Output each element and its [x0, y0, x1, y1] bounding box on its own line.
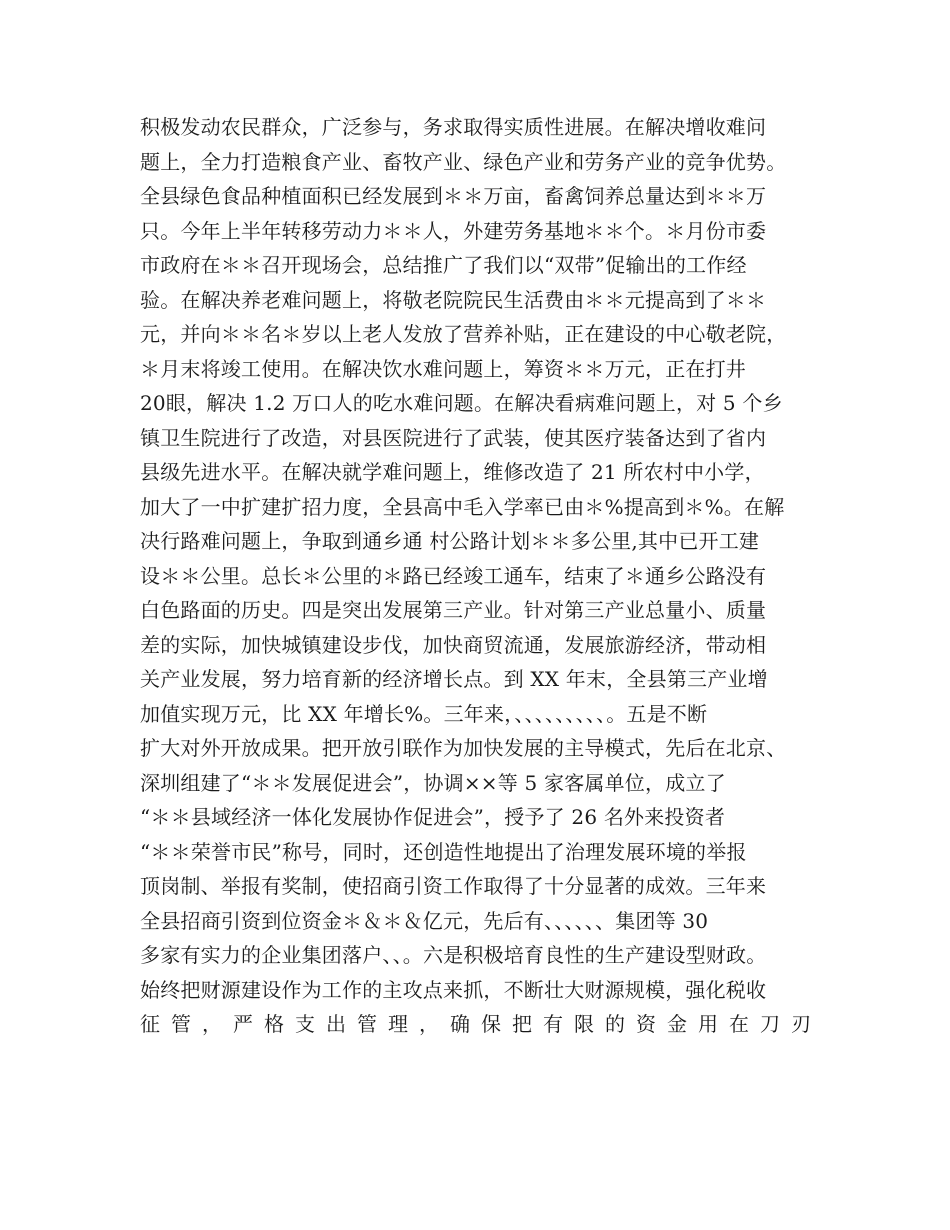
text-line: 征管，严格支出管理，确保把有限的资金用在刀刃 [140, 1012, 822, 1036]
text-line: 市政府在＊＊召开现场会，总结推广了我们以“双带”促输出的工作经 [140, 253, 747, 277]
text-line: “＊＊荣誉市民”称号，同时，还创造性地提出了治理发展环境的举报 [140, 839, 747, 864]
text-line: 白色路面的历史。四是突出发展第三产业。针对第三产业总量小、质量 [140, 598, 767, 622]
text-line: 只。今年上半年转移劳动力＊＊人，外建劳务基地＊＊个。＊月份市委 [140, 218, 767, 243]
text-line: 多家有实力的企业集团落户、、。六是积极培育良性的生产建设型财政。 [140, 943, 767, 967]
text-line: 全县绿色食品种植面积已经发展到＊＊万亩，畜禽饲养总量达到＊＊万 [140, 184, 767, 208]
text-line: 镇卫生院进行了改造，对县医院进行了武装，使其医疗装备达到了省内 [140, 425, 767, 450]
text-line: 顶岗制、举报有奖制，使招商引资工作取得了十分显著的成效。三年来 [140, 874, 767, 898]
text-line: 题上，全力打造粮食产业、畜牧产业、绿色产业和劳务产业的竞争优势。 [140, 149, 787, 174]
text-line: 关产业发展，努力培育新的经济增长点。到 XX 年末，全县第三产业增 [140, 667, 768, 691]
text-line: 加大了一中扩建扩招力度，全县高中毛入学率已由＊%提高到＊%。在解 [140, 494, 785, 519]
text-line: 县级先进水平。在解决就学难问题上，维修改造了 21 所农村中小学， [140, 460, 765, 484]
text-line: 元，并向＊＊名＊岁以上老人发放了营养补贴，正在建设的中心敬老院， [140, 322, 787, 346]
body-text [140, 110, 830, 1042]
text-line: 20眼，解决 1.2 万口人的吃水难问题。在解决看病难问题上，对 5 个乡 [140, 391, 783, 415]
text-line: “＊＊县域经济一体化发展协作促进会”，授予了 26 名外来投资者 [140, 805, 726, 829]
text-line: 加值实现万元，比 XX 年增长%。三年来，、、、、、、、、、。五是不断 [140, 701, 708, 726]
text-line: 差的实际，加快城镇建设步伐，加快商贸流通，发展旅游经济，带动相 [140, 632, 767, 657]
text-line: 始终把财源建设作为工作的主攻点来抓，不断壮大财源规模，强化税收 [140, 977, 767, 1002]
text-line: 全县招商引资到位资金＊＆＊＆亿元，先后有、、、、、、集团等 30 [140, 908, 709, 933]
text-line: 决行路难问题上，争取到通乡通 村公路计划＊＊多公里,其中已开工建 [140, 529, 760, 553]
text-line: 积极发动农民群众，广泛参与，务求取得实质性进展。在解决增收难问 [140, 115, 767, 139]
text-line: 深圳组建了“＊＊发展促进会”，协调××等 5 家客属单位，成立了 [140, 770, 726, 795]
text-line: 验。在解决养老难问题上，将敬老院院民生活费由＊＊元提高到了＊＊ [140, 287, 767, 312]
text-line: 设＊＊公里。总长＊公里的＊路已经竣工通车，结束了＊通乡公路没有 [140, 563, 767, 588]
text-line: ＊月末将竣工使用。在解决饮水难问题上，筹资＊＊万元，正在打井 [140, 356, 746, 381]
text-line: 扩大对外开放成果。把开放引联作为加快发展的主导模式，先后在北京、 [140, 736, 787, 760]
